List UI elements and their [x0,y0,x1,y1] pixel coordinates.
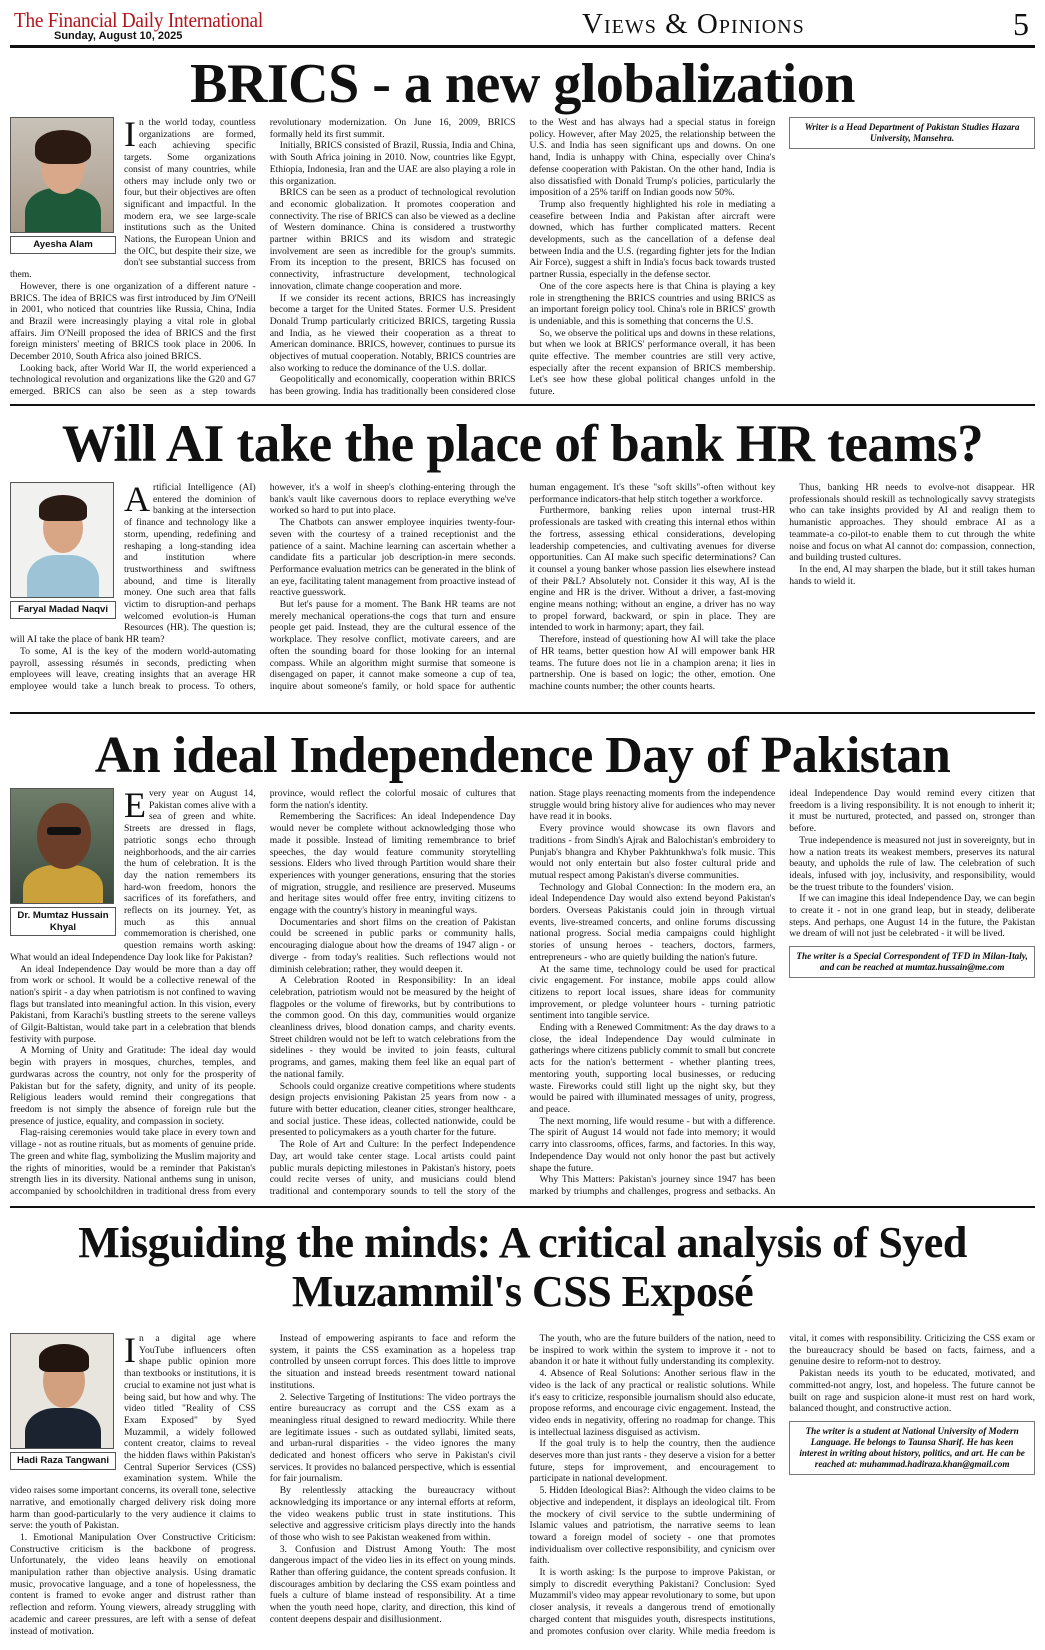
article-paragraph: Geopolitically and economically, cooperation within BRICS has been growing. India has traditionally been considered close to the West and has always had a special status in foreign policy. However, after May 2025, the relationship between the U.S. and India has seen significant ups and downs. On one hand, India is unhappy with China, especially over China's defense cooperation with Pakistan. On the other hand, India is also dissatisfied with Donald Trump's policies, particularly the imposition of a 25% tariff on Indian goods now 50%. [269,117,776,398]
article-paragraph: An ideal Independence Day would be more than a day off from work or school. It would be a collective renewal of the nation's spirit - a day when patriotism is not confined to waving flags but translated into meaningful action. In this vision, every Pakistani, from Karachi's bustling streets to the serene valleys of Gilgit-Baltistan, would take part in a celebration that blends festivity with purpose. [10,963,256,1045]
article-body [10,114,1035,399]
article-paragraph: Flag-raising ceremonies would take place in every town and village - not as routine rituals, but as moments of genuine pride. The green and white flag, symbolizing the Muslim majority and the rights of minorities, would be a reminder that Pakistan's strength lies in its diversity. National anthems sung in unison, accompanied by schoolchildren in traditional dress from every province, would reflect the colorful mosaic of cultures that form the nation's identity. [10,788,516,1197]
article-paragraph: To some, AI is the key of the modern world-automating payroll, assessing résumés in seconds, predicting when employees will leave, creating insights that an average HR employee would take a lunch break to process. To others, however, it's a wolf in sheep's clothing-entering through the bank's vault like cavernous doors to replace everything we've worked so hard to put into place. [10,482,516,692]
article-body [10,1330,1035,1643]
article-paragraph: In the end, AI may sharpen the blade, but it still takes human hands to wield it. [789,563,1035,587]
author-box [10,1333,116,1470]
author-name: Dr. Mumtaz Hussain Khyal [10,907,116,936]
article-headline: BRICS - a new globalization [190,53,855,115]
article-paragraph: Furthermore, banking relies upon internal trust-HR professionals are tasked with creating this internal ethos within the fortress, assessing ethical considerations, developing leadership competencies, and cultivating avenues for diverse opportunities. Can AI make such specific determinations? Can it counsel a young banker whose passion lies elsewhere instead of their P&L? Absolutely not. Consider it this way, AI is the engine and HR is the driver. Without a driver, a fast-moving engine means nothing; without an engine, a driver has no way to propel forward, backward, or spin in place. They are intended to work in harmony; apart, they fail. [529,505,776,634]
article-paragraph: Therefore, instead of questioning how AI will take the place of HR teams, better question how AI will empower bank HR teams. The future does not lie in a champion arena; it lies in partnership. One is based on logic; the other, emotion. One machine counts number; the other counts hearts. [529,634,776,692]
article-paragraph: The Role of Art and Culture: In the perfect Independence Day, art would take center stage. Local artists could paint public murals depicting milestones in Pakistan's history, poets could recite verses of unity, and musicians could blend traditional and contemporary sounds to tell the story of the nation. Stage plays reenacting moments from the independence struggle would bring history alive for audiences who may never have read it in books. [269,788,776,1197]
article-paragraph: The next morning, life would resume - but with a difference. The spirit of August 14 would not fade into memory; it would carry into classrooms, offices, farms, and factories. In this way, Independence Day would not only honor the past but actively shape the future. [529,1115,776,1174]
article-headline: Will AI take the place of bank HR teams? [61,415,984,473]
article-paragraph: If the goal truly is to help the country, then the audience deserves more than just rants - they deserve a vision for a better future, steps for improvement, and encouragement to participate in national development. [529,1438,776,1485]
article-paragraph: At the same time, technology could be used for practical civic engagement. For instance, mobile apps could allow citizens to report local issues, share ideas for community improvement, or pledge volunteer hours - turning patriotic sentiment into tangible service. [529,963,776,1022]
author-name: Ayesha Alam [10,236,116,254]
article-paragraph: Ending with a Renewed Commitment: As the day draws to a close, the ideal Independence Day would culminate in gatherings where citizens publicly commit to small but concrete acts for the nation's betterment - whether planting trees, mentoring youth, supporting local businesses, or reducing waste. Fireworks could still light up the night sky, but they would be paired with illuminated messages of unity, progress, and peace. [529,1022,776,1115]
author-box [10,482,116,619]
article-paragraph: If we can imagine this ideal Independence Day, we can begin to create it - not in one grand leap, but in steady, deliberate steps. And perhaps, one August 14 in the future, the Pakistan we dream of will not just be celebrated - it will be lived. [789,893,1035,940]
article-paragraph: Every province would showcase its own flavors and traditions - from Sindh's Ajrak and Balochistan's embroidery to Punjab's bhangra and Khyber Pakhtunkhwa's folk music. This would not only entertain but also foster cultural pride and mutual respect among Pakistan's diverse communities. [529,823,776,881]
article-headline: An ideal Independence Day of Pakistan [94,727,951,784]
drop-cap: I [124,114,136,154]
article-paragraph: Documentaries and short films on the creation of Pakistan could be screened in public parks or community halls, encouraging dialogue about how the dreams of 1947 align - or diverge - from today's realities. Such reflections would not diminish celebration; rather, they would deepen it. [269,916,516,975]
article-paragraph: A Morning of Unity and Gratitude: The ideal day would begin with prayers in mosques, churches, temples, and gurdwaras across the country, not only for the prosperity of Pakistan but for the safety, dignity, and unity of its people. Religious leaders would remind their congregations that freedom is not simply the absence of foreign rule but the presence of justice, equality, and compassion in society. [10,1045,256,1127]
article-paragraph: If we consider its recent actions, BRICS has increasingly become a target for the United States. Former U.S. President Donald Trump particularly criticized BRICS, targeting Russia and India, as he viewed their cooperation as a threat to American dominance. BRICS, however, continues to pursue its objectives of mutual cooperation. Notably, BRICS countries are also working to reduce the dominance of the U.S. dollar. [269,292,516,374]
lead-text: n a digital age where YouTube influencers often shape public opinion more than textbooks or institutions, it is crucial to examine not just what is being said, but how and why. The video titled "Reality of CSS Exam Exposed" by Syed Muzammil, a widely followed content creator, claims to reveal the hidden flaws within Pakistan's Central Superior Services (CSS) examination system. While the video raises some important concerns, its overall tone, selective narrative, and emotionally charged delivery risk doing more harm than good-particularly to the very audience it claims to serve: the youth of Pakistan. [10,1333,256,1532]
drop-cap: I [124,1330,136,1370]
article-paragraph: It is worth asking: Is the purpose to improve Pakistan, or simply to discredit everything Pakistani? Conclusion: Syed Muzammil's video may appear revolutionary to some, but upon closer analysis, it reveals a dangerous trend of emotionally charged content that misguides youth, disrespects institutions, and promotes confusion over clarity. While media freedom is vital, it comes with responsibility. Criticizing the CSS exam or the bureaucracy should be based on facts, fairness, and a genuine desire to reform-not to destroy. [529,1333,1035,1637]
author-bio: The writer is a Special Correspondent of TFD in Milan-Italy, and can be reached at mumtaz.hussain@me.com [789,946,1035,978]
section-divider [10,404,1035,406]
article-paragraph: But let's pause for a moment. The Bank HR teams are not merely mechanical operations-the cogs that turn and ensure people get paid. Instead, they are the cultural essence of the workplace. They resolve conflict, motivate careers, and are often the sounding board for those looking for an internal compass. While an algorithm might surmise that someone is disengaged on paper, it cannot make someone a cup of tea, inquire about someone's family, or hold space for authentic human engagement. It's these "soft skills"-often without key performance indicators-that help stitch together a workforce. [269,482,776,692]
article-paragraph: Trump also frequently highlighted his role in mediating a ceasefire between India and Pakistan after aircraft were downed, which has further complicated matters. Recent developments, such as the cancellation of a defense deal between India and the U.S. (regarding fighter jets for the Indian Air Force), suggest a shift in India's focus back towards trusted partner Russia, especially in the defense sector. [529,198,776,281]
article-paragraph: 4. Absence of Real Solutions: Another serious flaw in the video is the lack of any practical or realistic solutions. While it's easy to criticize, responsible journalism should also educate, propose reforms, and encourage civic engagement. Instead, the video ends in negativity, offering no roadmap for change. This is intellectual laziness disguised as activism. [529,1368,776,1438]
article-paragraph: A Celebration Rooted in Responsibility: In an ideal celebration, patriotism would not be measured by the height of flagpoles or the volume of fireworks, but by contributions to the common good. On this day, communities would organize cleanliness drives, blood donation camps, and charity events. Street children would not be left to watch celebrations from the sidelines - they would be invited to join feasts, cultural programs, and games, making them feel like an equal part of the national family. [269,975,516,1080]
author-name: Faryal Madad Naqvi [10,601,116,619]
article-paragraph: By relentlessly attacking the bureaucracy without acknowledging its importance or any internal efforts at reform, the video weakens public trust in state institutions. This selective and aggressive criticism plays directly into the hands of those who wish to see Pakistan weakened from within. [269,1485,516,1543]
drop-cap: A [124,479,150,519]
author-photo [10,1333,114,1449]
lead-text: rtificial Intelligence (AI) entered the dominion of banking at the intersection of finance and technology like a storm, upending, redefining and reshaping a long-standing idea and institution where trustworthiness and swiftness abound, and time is literally money. One such area that falls victim to disruption-and perhaps welcomed evolution-is Human Resources (HR). The question is; will AI take the place of bank HR team? [10,482,256,646]
article-body [10,785,1035,1198]
author-photo [10,117,114,233]
author-bio: The writer is a student at National University of Modern Language. He belongs to Taunsa Sharif. He has keen interest in writing about history, politics, and art. He can be reached at: muhammad.hadiraza.khan@gmail.com [789,1421,1035,1475]
masthead [10,6,1035,46]
article-paragraph: 5. Hidden Ideological Bias?: Although the video claims to be objective and independent, it displays an ideological tilt. From the mockery of civil service to the subtle undermining of Islamic values and patriotism, the narrative seems to lean toward a foreign model of society - one that promotes individualism over collective responsibility, and cynicism over faith. [529,1485,776,1567]
lead-text: n the world today, countless organizations are formed, each achieving specific targets. Some organizations consist of many countries, while others may include only two or four, but their objectives are often significant and impactful. In the modern era, we see large-scale institutions such as the United Nations, the European Union and the OIC, but despite their size, we don't see substantial success from them. [10,117,256,281]
article-paragraph: 3. Confusion and Distrust Among Youth: The most dangerous impact of the video lies in its effect on young minds. Rather than offering guidance, the content spreads confusion. It discourages ambition by declaring the CSS exam pointless and fuels a culture of blame instead of responsibility. At a time when the youth need hope, clarity, and direction, this kind of content deepens despair and disillusionment. [269,1543,516,1625]
author-bio: Writer is a Head Department of Pakistan Studies Hazara University, Mansehra. [789,117,1035,149]
drop-cap: E [124,785,146,825]
section-divider [10,712,1035,714]
article-paragraph: One of the core aspects here is that China is playing a key role in strengthening the BRICS countries and using BRICS as an important foreign policy tool. China's role in BRICS' growth is undeniable, and this is something that concerns the U.S. [529,280,776,327]
article-paragraph: True independence is measured not just in sovereignty, but in how a nation treats its weakest members, preserves its natural beauty, and upholds the rule of law. The celebration of such ideals, infused with joy, inclusivity, and responsibility, would be the truest tribute to the founders' vision. [789,834,1035,893]
author-box [10,788,116,936]
page-number: 5 [1013,6,1029,42]
section-title: Views & Opinions [582,8,805,40]
article-paragraph: Schools could organize creative competitions where students design projects envisioning Pakistan 25 years from now - a future with better education, cleaner cities, stronger healthcare, and social justice. These ideas, collected nationwide, could be presented to policymakers as a youth charter for the future. [269,1080,516,1139]
article-paragraph: Pakistan needs its youth to be educated, motivated, and committed-not angry, lost, and hopeless. The future cannot be built on rage and suspicion alone-it must rest on hard work, balanced thought, and constructive action. [789,1368,1035,1415]
article-paragraph: Technology and Global Connection: In the modern era, an ideal Independence Day would also extend beyond Pakistan's borders. Overseas Pakistanis could join in through virtual events, live-streamed concerts, and online forums discussing national progress. Social media campaigns could highlight stories of unsung heroes - teachers, doctors, farmers, entrepreneurs - who are quietly building the nation's future. [529,881,776,963]
article-headline: Misguiding the minds: A critical analysis of Syed Muzammil's CSS Exposé [78,1218,967,1317]
article-body [10,479,1035,700]
issue-date: Sunday, August 10, 2025 [54,30,183,42]
article-paragraph: BRICS can be seen as a product of technological revolution and economic globalization. It promotes cooperation and connectivity. The rise of BRICS can also be viewed as a decline of Western dominance. China is considered a trustworthy partner within BRICS and its wisdom and strategic involvement are seen as incredible for the group's summits. From its inception to the present, BRICS has focused on connectivity, infrastructure development, technological innovation, climate change cooperation and more. [269,187,516,292]
author-name: Hadi Raza Tangwani [10,1452,116,1470]
article-paragraph: 2. Selective Targeting of Institutions: The video portrays the entire bureaucracy as corrupt and the CSS exam as a meaningless ritual designed to reward mediocrity. While there are legitimate issues - such as outdated syllabi, limited seats, and urban-rural disparities - the video ignores the many dedicated and honest officers who serve in Pakistan's civil services. It provides no balanced perspective, which is essential for fair journalism. [269,1391,516,1485]
article-paragraph: Initially, BRICS consisted of Brazil, Russia, India and China, with South Africa joining in 2010. Now, countries like Egypt, Ethiopia, Indonesia, Iran and the UAE are also playing a role in this organization. [269,140,516,187]
article-paragraph: 1. Emotional Manipulation Over Constructive Criticism: Constructive criticism is the backbone of progress. Unfortunately, the video leans heavily on emotional manipulation rather than objective analysis. Using dramatic music, provocative language, and a tone of hopelessness, the content is framed to evoke anger and distrust rather than reflection and reform. Young viewers, already struggling with academic and career pressures, are left with a sense of defeat instead of motivation. [10,1531,256,1637]
article-paragraph: Instead of empowering aspirants to face and reform the system, it paints the CSS examination as a hopeless trap controlled by unseen corrupt forces. This does little to improve the situation and instead breeds resentment toward national institutions. [269,1333,516,1391]
article-paragraph: Remembering the Sacrifices: An ideal Independence Day would never be complete without acknowledging those who made it possible. Instead of limiting remembrance to brief speeches, the day would feature community storytelling sessions. Elders who lived through Partition would share their experiences with younger generations, ensuring that the stories of migration, struggle, and resilience are preserved. Museums and heritage sites would offer free entry, inviting citizens to engage with the country's history in meaningful ways. [269,811,516,917]
article-paragraph: Why This Matters: Pakistan's journey since 1947 has been marked by triumphs and challenges, progress and setbacks. An ideal Independence Day would remind every citizen that freedom is a living responsibility. It is not enough to inherit it; it must be nurtured, protected, and passed on, stronger than before. [529,788,1035,1197]
lead-text: very year on August 14, Pakistan comes alive with a sea of green and white. Streets are dressed in flags, patriotic songs echo through neighborhoods, and the air carries the hum of celebration. It is the day the nation remembers its hard-won freedom, honors the sacrifices of its forefathers, and reflects on its journey. Yet, as much as this annual commemoration is cherished, one question remains worth asking: What would an ideal Independence Day look like for Pakistan? [10,788,256,963]
author-photo [10,482,114,598]
article-paragraph: So, we observe the political ups and downs in these relations, but when we look at BRICS' performance overall, it has been quite effective. The member countries are still very active, especially after the recent expansion of BRICS membership. Let's see how these global political changes unfold in the future. [529,327,776,398]
masthead-rule [10,45,1035,48]
article-paragraph: Looking back, after World War II, the world experienced a technological revolution and organizations like the G20 and G7 emerged. BRICS can also be seen as a step towards revolutionary modernization. On June 16, 2009, BRICS formally held its first summit. [10,117,516,398]
article-paragraph: However, there is one organization of a different nature - BRICS. The idea of BRICS was first introduced by Jim O'Neill in 2001, who noticed that countries like Russia, China, India and Brazil were increasingly playing a vital role in global affairs. Jim O'Neill proposed the idea of BRICS and the first foreign ministers' meeting of BRICS took place in 2006. In December 2010, South Africa also joined BRICS. [10,280,256,363]
paper-name: The Financial Daily International [14,8,263,32]
author-photo [10,788,114,904]
article-paragraph: The youth, who are the future builders of the nation, need to be inspired to work within the system to improve it - not to abandon it or hate it without fully understanding its complexity. [529,1333,776,1368]
article-paragraph: Thus, banking HR needs to evolve-not disappear. HR professionals should reskill as technologically savvy strategists who can take insights provided by AI and realign them to humanistic approaches. They should embrace AI as a teammate-a co-pilot-to enable them to cut through the white noise and focus on what AI cannot do: compassion, connection, and building trusted cultures. [789,482,1035,564]
section-divider [10,1206,1035,1208]
author-box [10,117,116,254]
article-paragraph: The Chatbots can answer employee inquiries twenty-four-seven with the courtesy of a trained receptionist and the patience of a saint. Machine learning can ascertain whether a candidate fits a particular job description-in mere seconds. Performance evaluation metrics can be generated in the blink of an eye, facilitating talent management from proactive instead of reactive guesswork. [269,517,516,599]
